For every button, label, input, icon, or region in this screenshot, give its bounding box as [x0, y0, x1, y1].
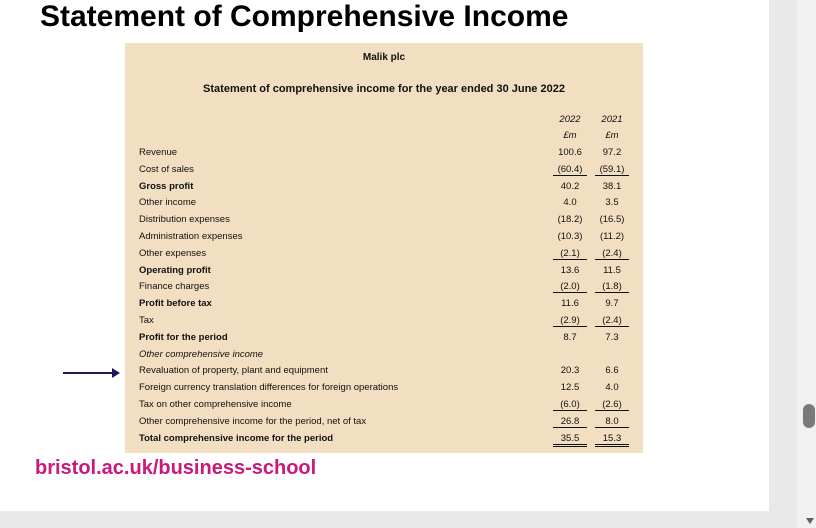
row-value-2022: (2.0) [553, 281, 587, 293]
row-value-2022: (10.3) [557, 231, 583, 242]
row-label: Operating profit [139, 265, 211, 276]
row-label: Other income [139, 197, 197, 208]
statement-panel [125, 43, 643, 453]
row-value-2021: 15.3 [595, 433, 629, 447]
arrow-head-icon [112, 368, 120, 378]
row-value-2022: 100.6 [558, 147, 582, 158]
row-label: Finance charges [139, 281, 210, 292]
row-value-2022: (2.1) [553, 248, 587, 260]
row-label: Other expenses [139, 248, 207, 259]
row-value-2022: (2.9) [553, 315, 587, 327]
column-year-2022: 2022 [559, 114, 581, 125]
row-label: Administration expenses [139, 231, 243, 242]
row-value-2022: 4.0 [563, 197, 577, 208]
row-label: Total comprehensive income for the period [139, 433, 334, 444]
row-value-2022: 8.7 [563, 332, 577, 343]
row-value-2021: (2.6) [595, 399, 629, 411]
row-value-2022: (18.2) [557, 214, 583, 225]
row-value-2022: 12.5 [560, 382, 580, 393]
row-label: Gross profit [139, 181, 194, 192]
row-value-2021: 4.0 [605, 382, 619, 393]
row-value-2021: 8.0 [595, 416, 629, 428]
row-value-2021: 97.2 [602, 147, 622, 158]
vertical-scrollbar[interactable] [797, 0, 816, 528]
row-value-2021: (1.8) [595, 281, 629, 293]
row-label: Profit for the period [139, 332, 228, 343]
row-label: Cost of sales [139, 164, 194, 175]
row-label: Profit before tax [139, 298, 212, 309]
row-label: Revaluation of property, plant and equipment [139, 365, 328, 376]
row-value-2022: 26.8 [553, 416, 587, 428]
row-value-2022: (6.0) [553, 399, 587, 411]
arrow-right-icon [63, 372, 115, 374]
row-label: Tax on other comprehensive income [139, 399, 292, 410]
row-value-2022: 20.3 [560, 365, 580, 376]
scrollbar-thumb[interactable] [803, 404, 815, 428]
row-label: Other comprehensive income for the period, net of tax [139, 416, 367, 427]
row-value-2021: 38.1 [602, 181, 622, 192]
row-value-2021: 11.5 [603, 265, 621, 276]
column-year-2021: 2021 [601, 114, 623, 125]
statement-title: Statement of comprehensive income for the year ended 30 June 2022 [203, 83, 565, 95]
row-label: Distribution expenses [139, 214, 230, 225]
row-value-2021: 3.5 [605, 197, 619, 208]
row-value-2021: 6.6 [605, 365, 619, 376]
row-value-2021: 9.7 [605, 298, 619, 309]
column-unit-2022: £m [563, 130, 577, 141]
row-label: Tax [139, 315, 154, 326]
row-value-2021: (16.5) [599, 214, 625, 225]
row-value-2022: 11.6 [561, 298, 579, 309]
slide-title: Statement of Comprehensive Income [40, 0, 569, 33]
company-name: Malik plc [362, 52, 406, 63]
row-value-2022: 40.2 [560, 181, 580, 192]
row-value-2022: 13.6 [560, 265, 580, 276]
row-value-2021: (11.2) [599, 231, 625, 242]
row-label: Other comprehensive income [139, 349, 264, 360]
row-label: Revenue [139, 147, 178, 158]
row-value-2021: (2.4) [595, 248, 629, 260]
column-unit-2021: £m [605, 130, 619, 141]
row-value-2022: (60.4) [553, 164, 587, 176]
row-value-2021: 7.3 [605, 332, 619, 343]
row-value-2021: (59.1) [595, 164, 629, 176]
row-value-2022: 35.5 [553, 433, 587, 447]
footer-link[interactable]: bristol.ac.uk/business-school [35, 457, 317, 479]
row-label: Foreign currency translation differences for foreign operations [139, 382, 399, 393]
scroll-down-arrow-icon[interactable] [806, 518, 814, 524]
row-value-2021: (2.4) [595, 315, 629, 327]
